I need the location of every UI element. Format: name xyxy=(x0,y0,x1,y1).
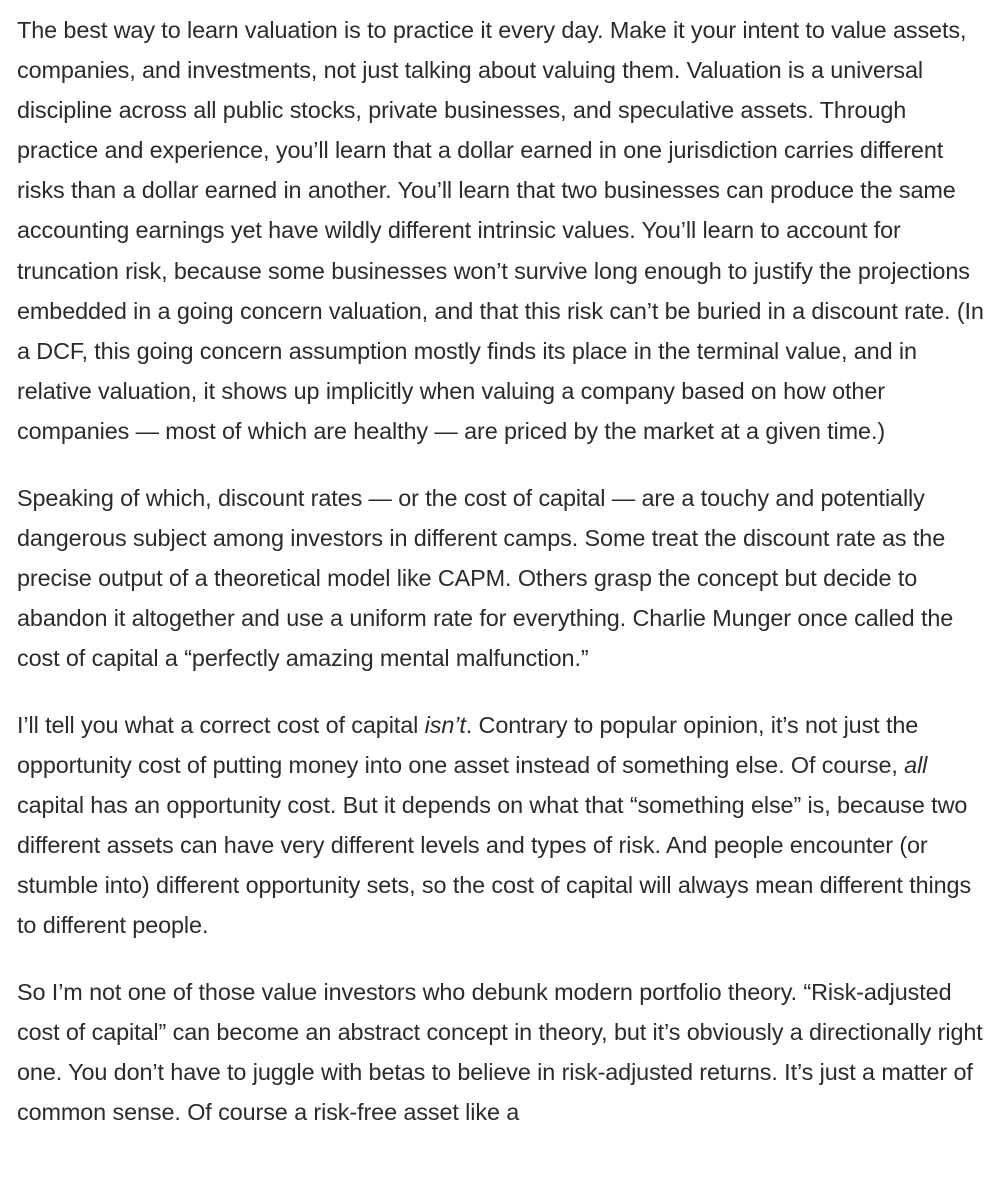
paragraph-text: The best way to learn valuation is to practice it every day. Make it your intent to value assets, companies, and investments, not just talking about valuing them. Valuation is a universal discipline across all public stocks, private businesses, and speculative assets. Through practice and experience, you’ll learn that a dollar earned in one jurisdiction carries different risks than a dollar earned in another. You’ll learn that two businesses can produce the same accounting earnings yet have wildly different intrinsic values. You’ll learn to account for truncation risk, because some businesses won’t survive long enough to justify the projections embedded in a going concern valuation, and that this risk can’t be buried in a discount rate. (In a DCF, this going concern assumption mostly finds its place in the terminal value, and in relative valuation, it shows up implicitly when valuing a company based on how other companies — most of which are healthy — are priced by the market at a given time.) xyxy=(17,17,984,444)
article-body xyxy=(17,10,985,1158)
paragraph-text: capital has an opportunity cost. But it depends on what that “something else” is, because two different assets can have very different levels and types of risk. And people encounter (or stumble into) different opportunity sets, so the cost of capital will always mean different things to different people. xyxy=(17,791,972,938)
paragraph-valuation-practice xyxy=(17,10,985,451)
paragraph-portfolio-theory xyxy=(17,972,985,1132)
paragraph-text: I’ll tell you what a correct cost of capital xyxy=(17,711,425,738)
paragraph-text: . Contrary to popular opinion, it’s not just the opportunity cost of putting money into one asset instead of something else. Of course, xyxy=(17,711,919,778)
paragraph-cost-of-capital xyxy=(17,705,985,946)
emphasis-isnt: isn’t xyxy=(424,711,466,738)
emphasis-all: all xyxy=(904,751,928,778)
paragraph-text: So I’m not one of those value investors who debunk modern portfolio theory. “Risk-adjusted cost of capital” can become an abstract concept in theory, but it’s obviously a directionally right one. You don’t have to juggle with betas to believe in risk-adjusted returns. It’s just a matter of common sense. Of course a risk-free asset like a xyxy=(17,978,983,1125)
paragraph-discount-rates xyxy=(17,478,985,678)
paragraph-text: Speaking of which, discount rates — or the cost of capital — are a touchy and potentially dangerous subject among investors in different camps. Some treat the discount rate as the precise output of a theoretical model like CAPM. Others grasp the concept but decide to abandon it altogether and use a uniform rate for everything. Charlie Munger once called the cost of capital a “perfectly amazing mental malfunction.” xyxy=(17,484,954,671)
